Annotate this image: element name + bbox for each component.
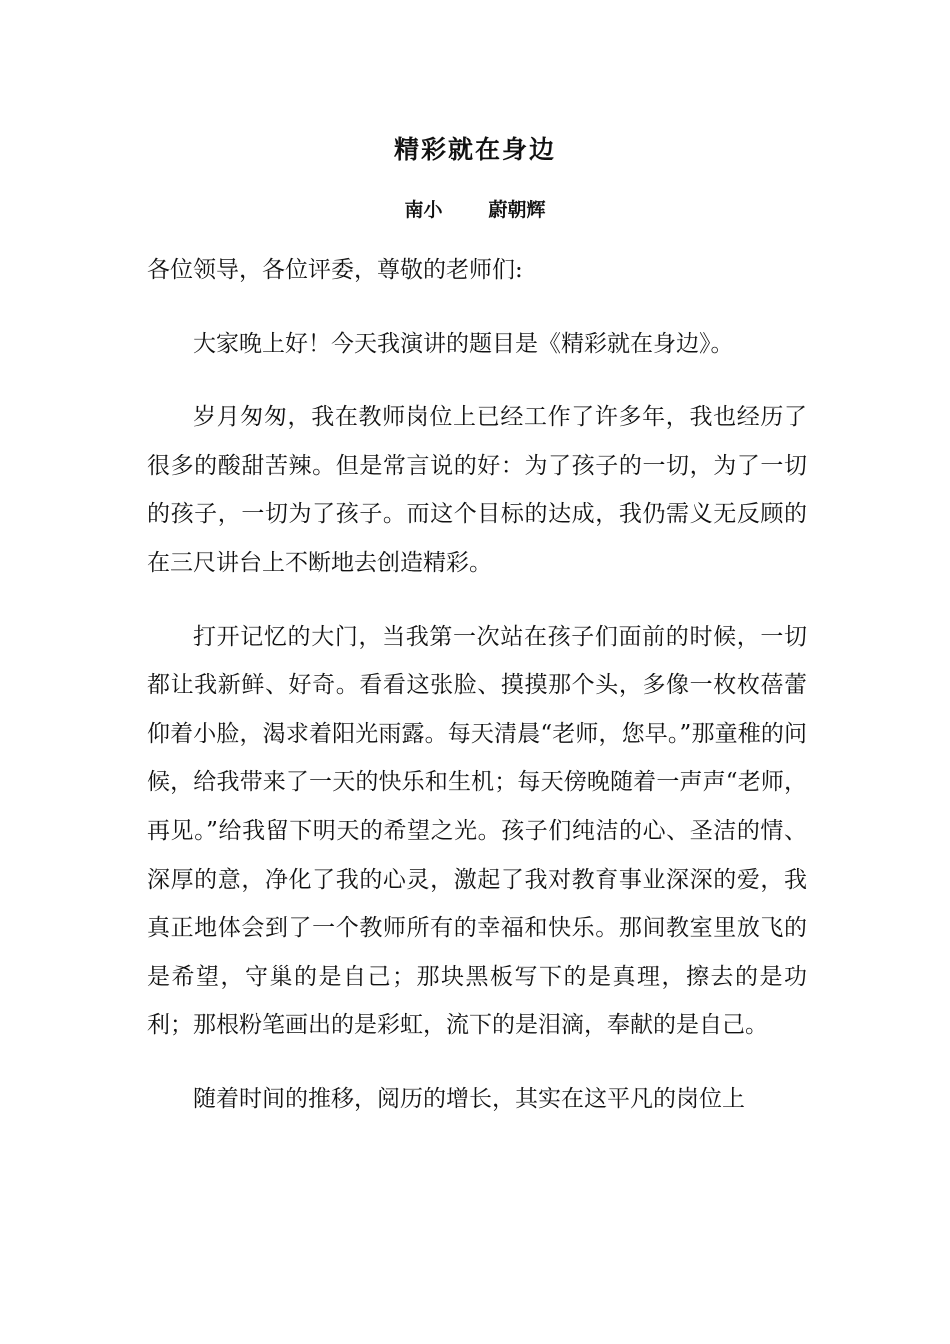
paragraph-4: 随着时间的推移，阅历的增长，其实在这平凡的岗位上 bbox=[193, 1085, 745, 1112]
byline-author: 蔚朝辉 bbox=[488, 199, 546, 221]
byline-school: 南小 bbox=[404, 199, 443, 221]
paragraph-1: 大家晚上好！今天我演讲的题目是《精彩就在身边》。 bbox=[193, 330, 734, 357]
document-title: 精彩就在身边 bbox=[393, 135, 556, 164]
paragraph-2: 岁月匆匆，我在教师岗位上已经工作了许多年，我也经历了很多的酸甜苦辣。但是常言说的好：为了孩子的一切，为了一切的孩子，一切为了孩子。而这个目标的达成，我仍需义无反顾的在三尺讲台上不断地去创造精彩。 bbox=[147, 404, 807, 576]
paragraph-3: 打开记忆的大门，当我第一次站在孩子们面前的时候，一切都让我新鲜、好奇。看看这张脸、摸摸那个头，多像一枚枚蓓蕾仰着小脸，渴求着阳光雨露。每天清晨“老师，您早。”那童稚的问候，给我带来了一天的快乐和生机；每天傍晚随着一声声“老师，再见。”给我留下明天的希望之光。孩子们纯洁的心、圣洁的情、深厚的意，净化了我的心灵，激起了我对教育事业深深的爱，我真正地体会到了一个教师所有的幸福和快乐。那间教室里放飞的是希望，守巢的是自己；那块黑板写下的是真理，擦去的是功利；那根粉笔画出的是彩虹，流下的是泪滴，奉献的是自己。 bbox=[147, 623, 807, 1039]
document-byline bbox=[0, 193, 950, 227]
salutation: 各位领导，各位评委，尊敬的老师们: bbox=[147, 257, 523, 283]
document-body bbox=[147, 246, 807, 1149]
